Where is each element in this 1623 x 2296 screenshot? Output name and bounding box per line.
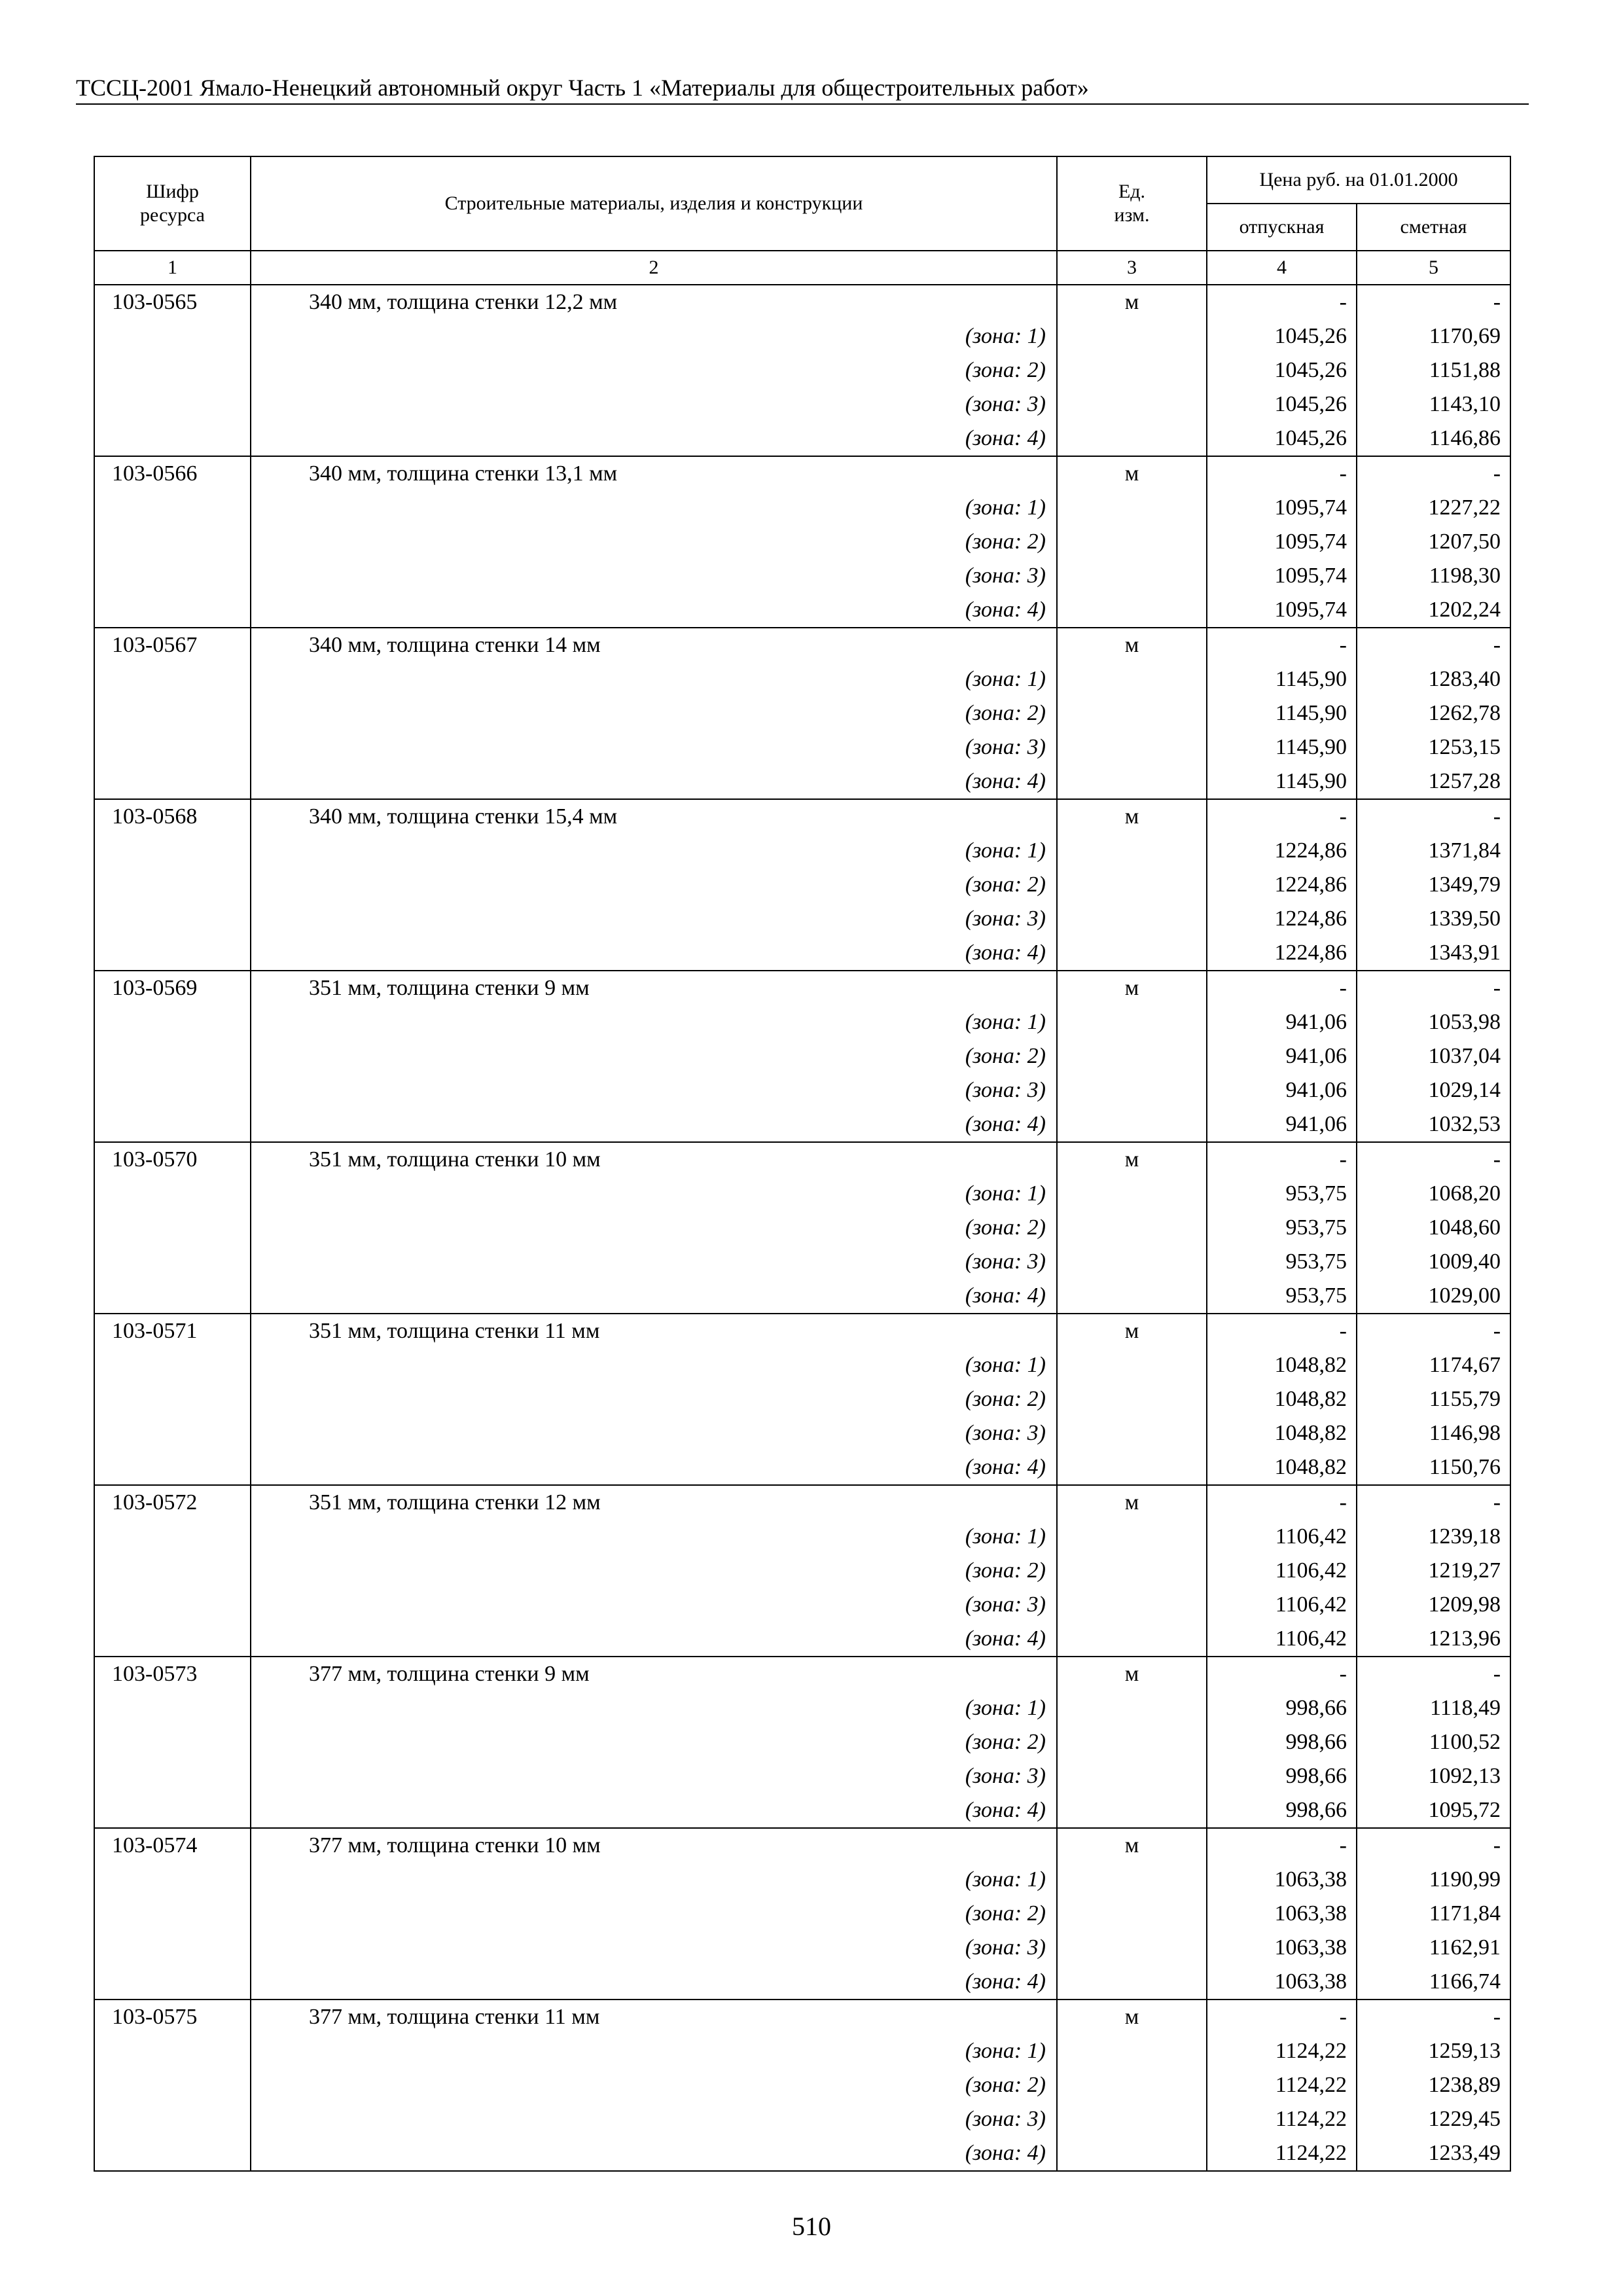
zone-label: (зона: 4) — [965, 941, 1046, 965]
unit-value: м — [1124, 1490, 1139, 1515]
code-cell — [94, 1142, 251, 1314]
release-price: 1095,74 — [1274, 564, 1347, 588]
release-price: 998,66 — [1285, 1764, 1347, 1788]
zone-label: (зона: 1) — [965, 1353, 1046, 1377]
release-price-cell — [1207, 1828, 1357, 2000]
estimate-price: 1233,49 — [1428, 2141, 1501, 2165]
estimate-price: 1170,69 — [1429, 324, 1501, 348]
estimate-price: 1209,98 — [1428, 1592, 1501, 1617]
zone-label: (зона: 3) — [965, 906, 1046, 931]
zone-label: (зона: 4) — [965, 598, 1046, 622]
release-price: 1106,42 — [1275, 1592, 1347, 1617]
release-price-cell — [1207, 1657, 1357, 1828]
estimate-price-cell — [1357, 1485, 1510, 1657]
estimate-price: - — [1493, 633, 1501, 657]
release-price: 1063,38 — [1274, 1935, 1347, 1960]
code-cell — [94, 1485, 251, 1657]
table-row — [94, 971, 1510, 1142]
unit-cell — [1057, 1314, 1207, 1485]
zone-label: (зона: 1) — [965, 1696, 1046, 1720]
estimate-price: - — [1493, 290, 1501, 314]
estimate-price: 1143,10 — [1429, 392, 1501, 416]
resource-name: 377 мм, толщина стенки 10 мм — [309, 1833, 601, 1857]
resource-name: 351 мм, толщина стенки 9 мм — [309, 976, 590, 1000]
estimate-price: 1095,72 — [1428, 1798, 1501, 1822]
release-price: 1063,38 — [1274, 1867, 1347, 1892]
table-row — [94, 1828, 1510, 2000]
resource-name: 351 мм, толщина стенки 11 мм — [309, 1319, 600, 1343]
column-number: 3 — [1057, 251, 1207, 285]
release-price: 1095,74 — [1274, 598, 1347, 622]
release-price: 1048,82 — [1274, 1387, 1347, 1411]
release-price: 998,66 — [1285, 1798, 1347, 1822]
release-price-cell — [1207, 628, 1357, 799]
estimate-price-cell — [1357, 1142, 1510, 1314]
unit-value: м — [1124, 633, 1139, 657]
estimate-price: - — [1493, 1319, 1501, 1343]
unit-cell — [1057, 285, 1207, 456]
release-price-cell — [1207, 456, 1357, 628]
estimate-price-cell — [1357, 1314, 1510, 1485]
zone-label: (зона: 3) — [965, 392, 1046, 416]
estimate-price: - — [1493, 1662, 1501, 1686]
release-price: - — [1339, 2005, 1347, 2029]
name-cell — [251, 285, 1057, 456]
name-cell — [251, 1142, 1057, 1314]
estimate-price: 1174,67 — [1429, 1353, 1501, 1377]
release-price: 1048,82 — [1274, 1353, 1347, 1377]
release-price-cell — [1207, 799, 1357, 971]
release-price: 1045,26 — [1274, 426, 1347, 450]
zone-label: (зона: 3) — [965, 1249, 1046, 1274]
estimate-price: 1259,13 — [1428, 2039, 1501, 2063]
zone-label: (зона: 2) — [965, 358, 1046, 382]
zone-label: (зона: 3) — [965, 735, 1046, 759]
estimate-price: 1048,60 — [1428, 1215, 1501, 1240]
zone-label: (зона: 3) — [965, 1078, 1046, 1102]
release-price: - — [1339, 290, 1347, 314]
zone-label: (зона: 3) — [965, 564, 1046, 588]
release-price-cell — [1207, 2000, 1357, 2171]
resource-name: 340 мм, толщина стенки 15,4 мм — [309, 804, 618, 829]
zone-label: (зона: 2) — [965, 1044, 1046, 1068]
unit-value: м — [1124, 1833, 1139, 1857]
name-cell — [251, 456, 1057, 628]
name-cell — [251, 971, 1057, 1142]
estimate-price: 1371,84 — [1428, 838, 1501, 863]
zone-label: (зона: 4) — [965, 2141, 1046, 2165]
estimate-price: 1155,79 — [1429, 1387, 1501, 1411]
zone-label: (зона: 1) — [965, 667, 1046, 691]
estimate-price: 1349,79 — [1428, 872, 1501, 897]
release-price: - — [1339, 461, 1347, 486]
column-number: 4 — [1207, 251, 1357, 285]
estimate-price: 1068,20 — [1428, 1181, 1501, 1206]
release-price: - — [1339, 1490, 1347, 1515]
release-price: 1063,38 — [1274, 1969, 1347, 1994]
estimate-price: - — [1493, 976, 1501, 1000]
code-cell — [94, 971, 251, 1142]
estimate-price: 1009,40 — [1428, 1249, 1501, 1274]
estimate-price: 1238,89 — [1428, 2073, 1501, 2097]
release-price: 1224,86 — [1274, 872, 1347, 897]
estimate-price-cell — [1357, 285, 1510, 456]
estimate-price: 1227,22 — [1428, 495, 1501, 520]
unit-value: м — [1124, 461, 1139, 486]
estimate-price: - — [1493, 804, 1501, 829]
resource-code: 103-0570 — [112, 1147, 198, 1172]
name-cell — [251, 1657, 1057, 1828]
release-price: 941,06 — [1285, 1112, 1347, 1136]
estimate-price: 1037,04 — [1428, 1044, 1501, 1068]
table-row — [94, 1142, 1510, 1314]
unit-value: м — [1124, 290, 1139, 314]
resource-name: 340 мм, толщина стенки 12,2 мм — [309, 290, 618, 314]
zone-label: (зона: 4) — [965, 1626, 1046, 1651]
estimate-price-cell — [1357, 628, 1510, 799]
estimate-price-cell — [1357, 2000, 1510, 2171]
release-price: 941,06 — [1285, 1078, 1347, 1102]
release-price: 1124,22 — [1275, 2073, 1347, 2097]
table-row — [94, 799, 1510, 971]
release-price-cell — [1207, 285, 1357, 456]
resource-code: 103-0574 — [112, 1833, 198, 1857]
unit-cell — [1057, 1142, 1207, 1314]
column-number: 2 — [251, 251, 1057, 285]
zone-label: (зона: 2) — [965, 1387, 1046, 1411]
resource-name: 340 мм, толщина стенки 13,1 мм — [309, 461, 618, 486]
estimate-price: 1190,99 — [1429, 1867, 1501, 1892]
release-price: 1145,90 — [1275, 769, 1347, 793]
code-cell — [94, 1657, 251, 1828]
estimate-price: 1053,98 — [1428, 1010, 1501, 1034]
zone-label: (зона: 1) — [965, 1181, 1046, 1206]
estimate-price: 1229,45 — [1428, 2107, 1501, 2131]
code-cell — [94, 456, 251, 628]
estimate-price: 1213,96 — [1428, 1626, 1501, 1651]
release-price: 1224,86 — [1274, 941, 1347, 965]
resource-code: 103-0569 — [112, 976, 198, 1000]
zone-label: (зона: 2) — [965, 872, 1046, 897]
release-price: 1145,90 — [1275, 701, 1347, 725]
release-price: 1124,22 — [1275, 2141, 1347, 2165]
name-cell — [251, 1828, 1057, 2000]
release-price: 953,75 — [1285, 1181, 1347, 1206]
estimate-price: - — [1493, 1833, 1501, 1857]
column-number: 5 — [1357, 251, 1510, 285]
estimate-price: 1100,52 — [1429, 1730, 1501, 1754]
estimate-price: 1283,40 — [1428, 667, 1501, 691]
resource-code: 103-0573 — [112, 1662, 198, 1686]
table-row — [94, 285, 1510, 456]
estimate-price-cell — [1357, 799, 1510, 971]
resource-name: 377 мм, толщина стенки 9 мм — [309, 1662, 590, 1686]
zone-label: (зона: 2) — [965, 1730, 1046, 1754]
header-name: Строительные материалы, изделия и конструкции — [251, 156, 1057, 251]
release-price-cell — [1207, 1314, 1357, 1485]
running-head: ТССЦ-2001 Ямало-Ненецкий автономный округ Часть 1 «Материалы для общестроительных работ» — [76, 73, 1529, 105]
zone-label: (зона: 4) — [965, 1112, 1046, 1136]
estimate-price: 1219,27 — [1428, 1558, 1501, 1583]
estimate-price: 1257,28 — [1428, 769, 1501, 793]
estimate-price: 1262,78 — [1428, 701, 1501, 725]
page-number: 510 — [792, 2212, 831, 2241]
unit-value: м — [1124, 976, 1139, 1000]
table-row — [94, 456, 1510, 628]
estimate-price: 1202,24 — [1428, 598, 1501, 622]
table-row — [94, 1485, 1510, 1657]
zone-label: (зона: 4) — [965, 1969, 1046, 1994]
estimate-price: - — [1493, 461, 1501, 486]
zone-label: (зона: 1) — [965, 1524, 1046, 1549]
unit-value: м — [1124, 1319, 1139, 1343]
zone-label: (зона: 2) — [965, 529, 1046, 554]
zone-label: (зона: 2) — [965, 2073, 1046, 2097]
estimate-price: 1150,76 — [1429, 1455, 1501, 1479]
zone-label: (зона: 4) — [965, 426, 1046, 450]
estimate-price: 1151,88 — [1429, 358, 1501, 382]
release-price: 1048,82 — [1274, 1421, 1347, 1445]
estimate-price-cell — [1357, 971, 1510, 1142]
estimate-price-cell — [1357, 456, 1510, 628]
estimate-price: 1343,91 — [1428, 941, 1501, 965]
unit-cell — [1057, 1485, 1207, 1657]
unit-cell — [1057, 799, 1207, 971]
unit-cell — [1057, 1828, 1207, 2000]
estimate-price: 1166,74 — [1429, 1969, 1501, 1994]
release-price: 953,75 — [1285, 1215, 1347, 1240]
release-price: - — [1339, 976, 1347, 1000]
release-price: 941,06 — [1285, 1010, 1347, 1034]
zone-label: (зона: 2) — [965, 1558, 1046, 1583]
estimate-price: - — [1493, 1490, 1501, 1515]
code-cell — [94, 1828, 251, 2000]
zone-label: (зона: 3) — [965, 1935, 1046, 1960]
estimate-price-cell — [1357, 1657, 1510, 1828]
resource-name: 351 мм, толщина стенки 12 мм — [309, 1490, 601, 1515]
release-price: 1048,82 — [1274, 1455, 1347, 1479]
resource-code: 103-0575 — [112, 2005, 198, 2029]
zone-label: (зона: 1) — [965, 1867, 1046, 1892]
header-price-group: Цена руб. на 01.01.2000 — [1207, 156, 1510, 204]
header-unit: Ед. изм. — [1057, 156, 1207, 251]
estimate-price-cell — [1357, 1828, 1510, 2000]
resource-code: 103-0566 — [112, 461, 198, 486]
unit-cell — [1057, 456, 1207, 628]
release-price: 941,06 — [1285, 1044, 1347, 1068]
table-row — [94, 628, 1510, 799]
estimate-price: 1171,84 — [1429, 1901, 1501, 1926]
estimate-price: 1146,98 — [1429, 1421, 1501, 1445]
name-cell — [251, 1485, 1057, 1657]
resource-name: 377 мм, толщина стенки 11 мм — [309, 2005, 600, 2029]
resource-name: 351 мм, толщина стенки 10 мм — [309, 1147, 601, 1172]
zone-label: (зона: 1) — [965, 495, 1046, 520]
estimate-price: - — [1493, 1147, 1501, 1172]
release-price: 1095,74 — [1274, 495, 1347, 520]
release-price: - — [1339, 1662, 1347, 1686]
name-cell — [251, 2000, 1057, 2171]
zone-label: (зона: 3) — [965, 1592, 1046, 1617]
release-price-cell — [1207, 1485, 1357, 1657]
estimate-price: 1239,18 — [1428, 1524, 1501, 1549]
release-price: 1106,42 — [1275, 1558, 1347, 1583]
name-cell — [251, 628, 1057, 799]
name-cell — [251, 799, 1057, 971]
zone-label: (зона: 2) — [965, 701, 1046, 725]
zone-label: (зона: 1) — [965, 324, 1046, 348]
zone-label: (зона: 1) — [965, 1010, 1046, 1034]
estimate-price: - — [1493, 2005, 1501, 2029]
release-price: 1045,26 — [1274, 392, 1347, 416]
estimate-price: 1092,13 — [1428, 1764, 1501, 1788]
code-cell — [94, 628, 251, 799]
zone-label: (зона: 2) — [965, 1901, 1046, 1926]
release-price: 1095,74 — [1274, 529, 1347, 554]
zone-label: (зона: 4) — [965, 1283, 1046, 1308]
code-cell — [94, 2000, 251, 2171]
release-price: 1106,42 — [1275, 1626, 1347, 1651]
estimate-price: 1198,30 — [1429, 564, 1501, 588]
estimate-price: 1029,00 — [1428, 1283, 1501, 1308]
header-code: Шифр ресурса — [94, 156, 251, 251]
zone-label: (зона: 1) — [965, 2039, 1046, 2063]
zone-label: (зона: 3) — [965, 1421, 1046, 1445]
release-price: - — [1339, 1147, 1347, 1172]
release-price: 998,66 — [1285, 1696, 1347, 1720]
estimate-price: 1207,50 — [1428, 529, 1501, 554]
release-price: 1045,26 — [1274, 358, 1347, 382]
unit-cell — [1057, 628, 1207, 799]
release-price: 1145,90 — [1275, 735, 1347, 759]
release-price-cell — [1207, 971, 1357, 1142]
code-cell — [94, 799, 251, 971]
resource-code: 103-0572 — [112, 1490, 198, 1515]
release-price: - — [1339, 804, 1347, 829]
zone-label: (зона: 4) — [965, 769, 1046, 793]
release-price: - — [1339, 633, 1347, 657]
estimate-price: 1146,86 — [1429, 426, 1501, 450]
header-release-price: отпускная — [1207, 204, 1357, 251]
table-row — [94, 2000, 1510, 2171]
code-cell — [94, 285, 251, 456]
name-cell — [251, 1314, 1057, 1485]
unit-value: м — [1124, 1147, 1139, 1172]
zone-label: (зона: 2) — [965, 1215, 1046, 1240]
release-price: 1224,86 — [1274, 906, 1347, 931]
table-row — [94, 1314, 1510, 1485]
estimate-price: 1162,91 — [1429, 1935, 1501, 1960]
unit-cell — [1057, 971, 1207, 1142]
release-price: 1145,90 — [1275, 667, 1347, 691]
resource-name: 340 мм, толщина стенки 14 мм — [309, 633, 601, 657]
resource-code: 103-0568 — [112, 804, 198, 829]
zone-label: (зона: 4) — [965, 1798, 1046, 1822]
release-price: 953,75 — [1285, 1283, 1347, 1308]
column-number: 1 — [94, 251, 251, 285]
header-estimate-price: сметная — [1357, 204, 1510, 251]
table-row — [94, 1657, 1510, 1828]
unit-value: м — [1124, 804, 1139, 829]
zone-label: (зона: 3) — [965, 2107, 1046, 2131]
resource-code: 103-0567 — [112, 633, 198, 657]
unit-cell — [1057, 2000, 1207, 2171]
unit-cell — [1057, 1657, 1207, 1828]
zone-label: (зона: 4) — [965, 1455, 1046, 1479]
price-table — [94, 156, 1511, 2172]
estimate-price: 1029,14 — [1428, 1078, 1501, 1102]
unit-value: м — [1124, 1662, 1139, 1686]
resource-code: 103-0571 — [112, 1319, 198, 1343]
release-price-cell — [1207, 1142, 1357, 1314]
unit-value: м — [1124, 2005, 1139, 2029]
code-cell — [94, 1314, 251, 1485]
release-price: 1224,86 — [1274, 838, 1347, 863]
release-price: 953,75 — [1285, 1249, 1347, 1274]
zone-label: (зона: 3) — [965, 1764, 1046, 1788]
resource-code: 103-0565 — [112, 290, 198, 314]
estimate-price: 1339,50 — [1428, 906, 1501, 931]
release-price: - — [1339, 1833, 1347, 1857]
estimate-price: 1253,15 — [1428, 735, 1501, 759]
release-price: 1063,38 — [1274, 1901, 1347, 1926]
release-price: 998,66 — [1285, 1730, 1347, 1754]
zone-label: (зона: 1) — [965, 838, 1046, 863]
release-price: 1106,42 — [1275, 1524, 1347, 1549]
estimate-price: 1032,53 — [1428, 1112, 1501, 1136]
release-price: - — [1339, 1319, 1347, 1343]
release-price: 1045,26 — [1274, 324, 1347, 348]
release-price: 1124,22 — [1275, 2107, 1347, 2131]
release-price: 1124,22 — [1275, 2039, 1347, 2063]
estimate-price: 1118,49 — [1430, 1696, 1501, 1720]
